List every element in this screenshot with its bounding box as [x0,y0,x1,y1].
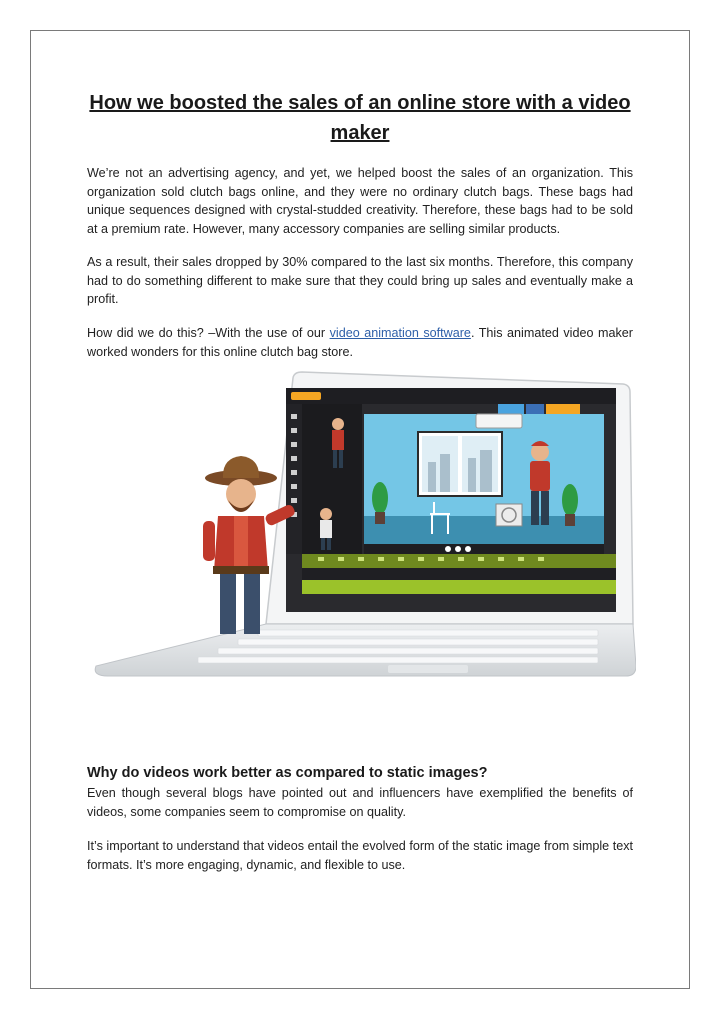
section-paragraph-2: It’s important to understand that videos entail the evolved form of the static image from simple text formats. It’s more engaging, dynamic, and flexible to use. [87,839,633,872]
stage-air-conditioner [476,414,522,428]
laptop-trackpad [388,665,468,673]
solution-text-start: How did we do this? –With the use of our [87,326,330,340]
intro-paragraph: We’re not an advertising agency, and yet, we helped boost the sales of an organization. This organization sold clutch bags online, and they were no ordinary clutch bags. These bags had unique sequences designed with crystal-studded creativity. Therefore, these bags had to be sold at a premium rate. However, many accessory companies are selling similar products. [87,166,633,236]
solution-paragraph [87,324,633,361]
brand-logo [291,392,321,400]
solution-text-end: . This animated video maker worked wonders for this online clutch bag store. [87,326,633,359]
sales-drop-paragraph: As a result, their sales dropped by 30% compared to the last six months. Therefore, this company had to do something different to make sure that they could bring up sales and eventually make a profit. [87,255,633,306]
section-heading: Why do videos work better as compared to static images? [87,765,488,781]
section-paragraph-1: Even though several blogs have pointed out and influencers have exemplified the benefits of videos, some companies seem to compromise on quality. [87,786,633,819]
laptop-illustration [88,366,636,686]
page-title: How we boosted the sales of an online store with a video maker [89,92,631,144]
video-animation-software-link[interactable]: video animation software [329,326,471,340]
